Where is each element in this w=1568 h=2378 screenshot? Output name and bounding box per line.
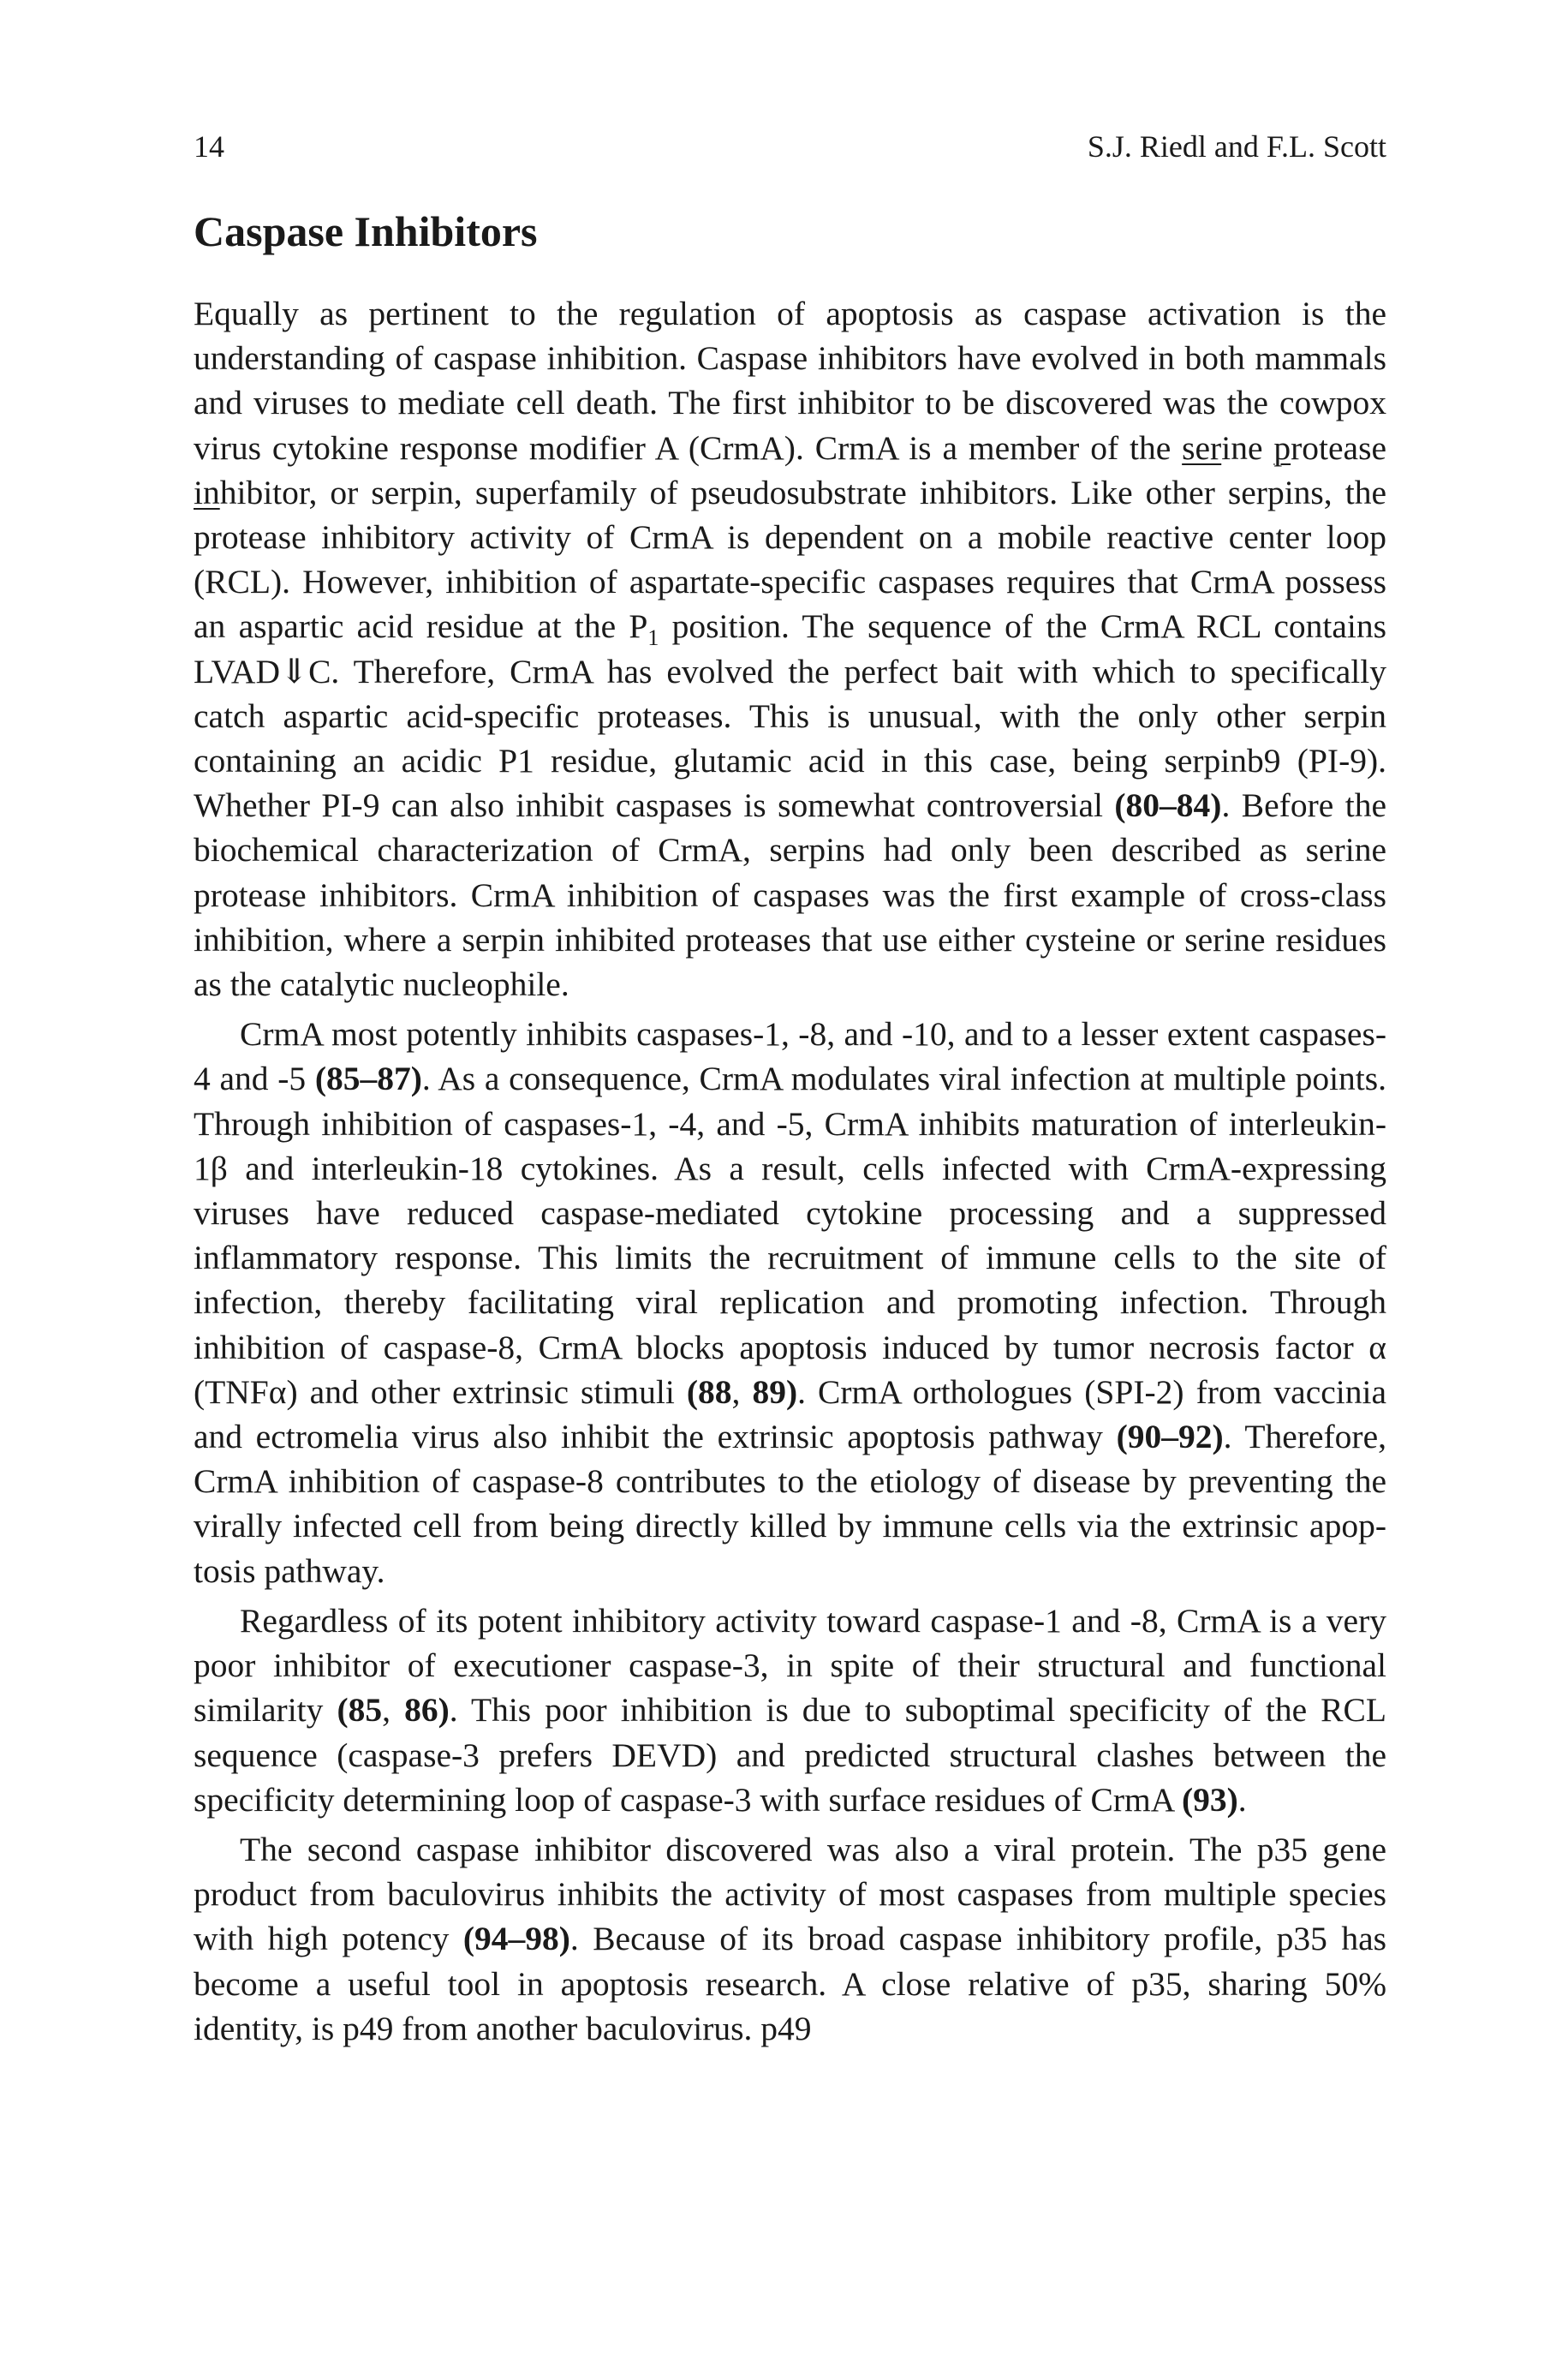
text-run: position. The sequence of the CrmA RCL contains LVAD⇓C. Therefore, CrmA has evolved the perfect bait with which to specifically catch aspartic acid-specific proteases. This is unusual, with the only other serpin containing an acidic P1 residue, glutamic acid in this case, being serpinb9 (PI-9). Whether PI-9 can also inhibit caspases is somewhat controversial bbox=[194, 607, 1386, 825]
citation: (93) bbox=[1181, 1780, 1238, 1819]
underlined-letters-in: in bbox=[194, 473, 220, 511]
paragraph-1 bbox=[194, 291, 1386, 1007]
text-run: , bbox=[731, 1372, 753, 1411]
underlined-letters-ser: ser bbox=[1182, 428, 1222, 467]
running-head bbox=[194, 125, 1386, 168]
text-run: CrmA most potently inhibits caspases-1, -8, and -10, and to a lesser extent caspases-4 and -5 bbox=[194, 1015, 1386, 1098]
citation: (85 bbox=[337, 1691, 383, 1730]
citation: (80–84) bbox=[1114, 786, 1222, 825]
paragraph-4 bbox=[194, 1827, 1386, 2051]
citation: (85–87) bbox=[314, 1060, 422, 1098]
citation: (88 bbox=[686, 1372, 732, 1411]
text-run: , bbox=[382, 1691, 405, 1730]
text-run: . Because of its broad caspase inhibitory profile, p35 has become a useful tool in apoptosis research. A close relative of p35, sharing 50% identity, is p49 from another baculovirus. p49 bbox=[194, 1920, 1386, 2047]
section-title: Caspase Inhibitors bbox=[194, 207, 538, 255]
text-run: . Before the biochemical characterization of CrmA, serpins had only been described as serine protease inhibitors. CrmA inhibition of caspases was the first example of cross-class inhibition, where a serpin inhibited proteases that use either cysteine or serine residues as the catalytic nucleophile. bbox=[194, 786, 1386, 1004]
text-run: . This poor inhibition is due to suboptimal specificity of the RCL sequence (caspase-3 prefers DEVD) and predicted structural clashes between the specificity determining loop of caspase-3 with surface residues of CrmA bbox=[194, 1691, 1386, 1819]
text-run: hibitor, or serpin, superfamily of pseudosubstrate inhibitors. Like other serpins, the protease inhibitory activity of CrmA is dependent on a mobile reactive center loop (RCL). However, inhibition of aspartate-specific caspases requires that CrmA possess an aspartic acid residue at the P bbox=[194, 473, 1386, 646]
citation: (90–92) bbox=[1116, 1418, 1224, 1456]
text-run: The second caspase inhibitor discovered was also a viral protein. The p35 gene product from baculovirus inhibits the activity of most caspases from multiple species with high potency bbox=[194, 1830, 1386, 1958]
citation: 86) bbox=[404, 1691, 450, 1730]
text-run: . bbox=[1237, 1780, 1247, 1819]
citation: 89) bbox=[752, 1372, 798, 1411]
citation: (94–98) bbox=[462, 1920, 570, 1958]
paragraph-3 bbox=[194, 1598, 1386, 1822]
body-text bbox=[194, 291, 1386, 2056]
subscript-1: 1 bbox=[647, 625, 659, 651]
text-run: Equally as pertinent to the regulation of apoptosis as caspase activation is the understanding of caspase inhibition. Caspase inhibitors have evolved in both mammals and viruses to mediate cell death. The first inhibitor to be discovered was the cowpox virus cytokine response modifier A (CrmA). CrmA is a member of the bbox=[194, 295, 1386, 467]
page-number: 14 bbox=[194, 129, 224, 164]
text-run: ine bbox=[1221, 428, 1274, 467]
paragraph-2 bbox=[194, 1012, 1386, 1593]
text-run: Regardless of its potent inhibitory activity toward caspase-1 and -8, CrmA is a very poor inhibitor of executioner caspase-3, in spite of their structural and functional similarity bbox=[194, 1601, 1386, 1730]
underlined-letter-p: p bbox=[1273, 428, 1291, 467]
running-head-authors: S.J. Riedl and F.L. Scott bbox=[1087, 129, 1386, 164]
text-run: . CrmA orthologues (SPI-2) from vaccinia and ectromelia virus also inhibit the extrinsic apoptosis pathway bbox=[194, 1372, 1386, 1456]
text-run: . As a consequence, CrmA modulates viral infection at multiple points. Through inhibition of caspases-1, -4, and -5, CrmA inhibits maturation of interleukin-1β and interleukin-18 cytokines. As a result, cells infected with CrmA-expressing viruses have reduced caspase-mediated cytokine processing and a suppressed inflammatory response. This limits the recruitment of immune cells to the site of infection, thereby facilitating viral replication and promoting infection. Through inhibition of caspase-8, CrmA blocks apoptosis induced by tumor necrosis factor α (TNFα) and other extrinsic stimuli bbox=[194, 1060, 1387, 1411]
text-run: rotease bbox=[1291, 428, 1386, 467]
text-run: . Therefore, CrmA inhibition of caspase-8 contributes to the etiology of disease by preventing the virally infected cell from being directly killed by immune cells via the extrinsic apoptosis pathway. bbox=[194, 1418, 1386, 1590]
